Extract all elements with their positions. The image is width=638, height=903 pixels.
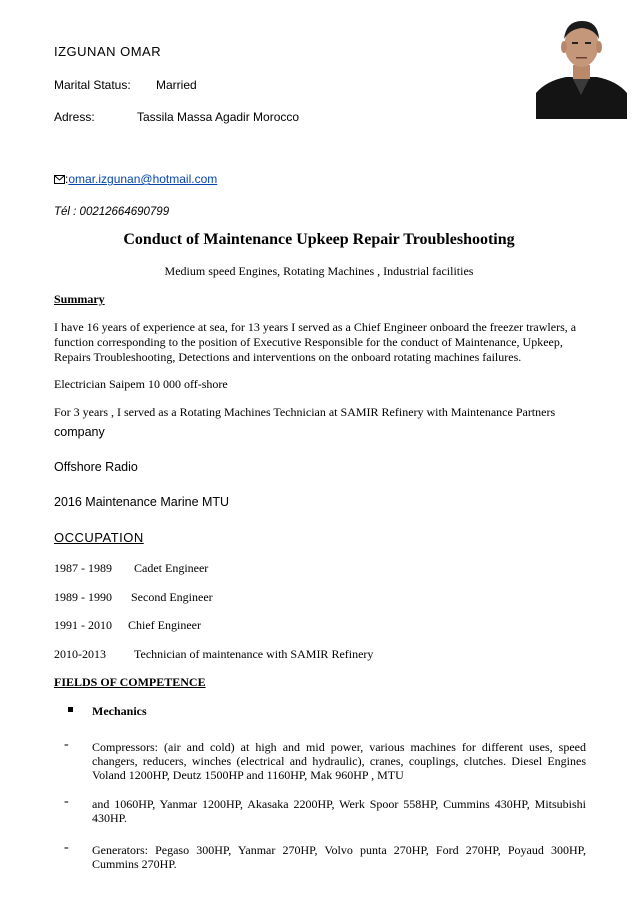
email-line [54,172,217,187]
email-prefix: : [65,172,69,186]
phone-number: Tél : 00212664690799 [54,206,170,218]
summary-offshore-radio: Offshore Radio [54,460,138,474]
summary-heading: Summary [54,292,105,306]
competence-item: and 1060HP, Yanmar 1200HP, Akasaka 2200HP, Werk Spoor 558HP, Cummins 430HP, Mitsubishi 430HP. [92,797,586,825]
marital-status-label: Marital Status: [54,78,131,92]
occupation-period: 1991 - 2010 [54,618,112,632]
email-link[interactable]: omar.izgunan@hotmail.com [68,172,218,186]
occupation-heading: OCCUPATION [54,530,144,545]
address-label: Adress: [54,110,95,124]
competence-heading: FIELDS OF COMPETENCE [54,675,206,689]
occupation-row [54,647,106,662]
address-value: Tassila Massa Agadir Morocco [137,110,300,124]
competence-category: Mechanics [92,704,147,718]
occupation-row [54,618,112,633]
occupation-row [54,561,112,576]
occupation-role: Chief Engineer [128,618,201,632]
summary-paragraph: I have 16 years of experience at sea, for 13 years I served as a Chief Engineer onboard the freezer trawlers, a function corresponding to the position of Executive Responsible for the conduct of Maintenance, Upkeep, Repairs Troubleshooting, Detections and interventions on the onboard rotating machines failures. [54,320,577,364]
occupation-row [54,590,112,605]
dash-bullet-icon: - [64,737,69,752]
competence-item: Generators: Pegaso 300HP, Yanmar 270HP, Volvo punta 270HP, Ford 270HP, Poyaud 300HP, Cummins 270HP. [92,843,586,871]
occupation-period: 1989 - 1990 [54,590,112,604]
marital-status-value: Married [156,78,197,92]
summary-electrician: Electrician Saipem 10 000 off-shore [54,377,228,391]
dash-bullet-icon: - [64,840,69,855]
occupation-role: Second Engineer [131,590,213,604]
summary-mtu: 2016 Maintenance Marine MTU [54,495,230,509]
occupation-period: 2010-2013 [54,647,106,661]
cv-subtitle: Medium speed Engines, Rotating Machines , Industrial facilities [164,264,474,278]
envelope-icon [54,173,65,187]
profile-photo [536,15,627,119]
dash-bullet-icon: - [64,794,69,809]
occupation-period: 1987 - 1989 [54,561,112,575]
cv-title: Conduct of Maintenance Upkeep Repair Troubleshooting [123,231,515,248]
summary-samir-cont: company [54,425,105,439]
summary-samir: For 3 years , I served as a Rotating Machines Technician at SAMIR Refinery with Maintenance Partners [54,405,556,419]
portrait-image [536,15,627,119]
square-bullet-icon [68,707,73,712]
occupation-role: Cadet Engineer [134,561,209,575]
competence-item: Compressors: (air and cold) at high and mid power, various machines for different uses, speed changers, reducers, winches (electrical and hydraulic), cranes, couplings, clutches. Diesel Engines Voland 1200HP, Deutz 1500HP and 1160HP, Mak 960HP , MTU [92,740,586,782]
candidate-name: IZGUNAN OMAR [54,44,162,59]
occupation-role: Technician of maintenance with SAMIR Refinery [134,647,374,661]
